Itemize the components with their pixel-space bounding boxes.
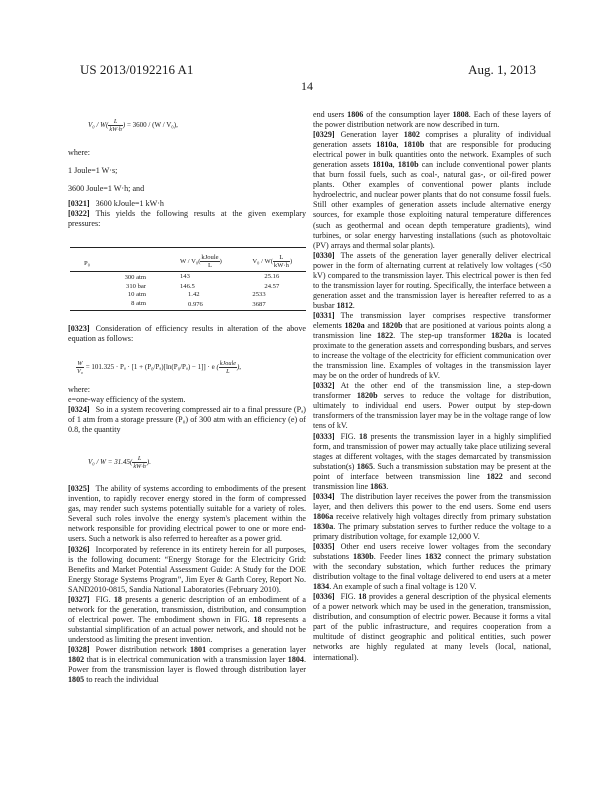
- paragraph-0324: [0324] So in a system recovering compressed air to a final pressure (Pₐ) of 1 atm from a storage pressure (P₀) of 300 atm with an efficiency (e) of 0.8, the quantity: [68, 405, 306, 435]
- table-row: 10 atm 1.42 2533: [127, 291, 266, 299]
- equation-3: V₀ / W = 31.45( $\frac{L}{kW\cdot h}$ ).: [88, 455, 151, 471]
- paragraph-0327: [0327] FIG. 18 presents a generic description of an embodiment of a network for the generation, transmission, distribution, and consumption of electrical power. The embodiment shown in FIG. 18 represents a substantial simplification of an actual power network, and should not be understood as limiting the present invention.: [68, 594, 307, 644]
- table-row: 8 atm 0.976 3687: [131, 299, 266, 308]
- paragraph-0322: [0322] This yields the following results at the given exemplary pressures:: [68, 209, 306, 229]
- paragraph-0329: [0329] Generation layer 1802 comprises a plurality of individual generation assets 1810a, 1810b that are responsible for producing electrical power in bulk quantities onto the network. Examples of such generation assets 1810a, 1810b can include conventional power plants that burn fossil fuels, such as coal-, natural gas-, or oil-fired power plants. Other examples of conventional power plants include hydroelectric, and nuclear power plants that do not consume fossil fuels. Still other examples of generation assets include alternative energy sources, for example those exploiting natural temperature differences (such as geothermal and ocean depth temperature gradients), wind turbines, or solar energy harvesting installations (such as photovoltaic (PV) arrays and thermal solar plants).: [313, 130, 552, 250]
- header-w-v0: W / V₀( $\frac{\text{kJoule}}{L}$ ): [176, 254, 232, 272]
- page-number: 14: [301, 79, 313, 93]
- paragraph-0336: [0336] FIG. 18 provides a general description of the physical elements of a power network which may be used in the generation, transmission, distribution, and consumption of electric power. Because it forms a vital part of the public infrastructure, and requires cooperation from a multitude of distinct geographic and political entities, such power networks are highly regulated at many levels (local, national, international).: [313, 592, 551, 662]
- table-row: 300 atm 143 25.16: [124, 273, 280, 282]
- definition-watt-hour: 3600 Joule=1 W·h; and: [68, 184, 145, 194]
- paragraph-0326: [0326] Incorporated by reference in its entirety herein for all purposes, is the following document: “Energy Storage for the Electricity Grid: Benefits and Market Potential Assessment Guide: A Study for the DOE Energy Storage Systems Program”, Jim Eyer & Garth Corey, Report No. SAND2010-0815, Sandia National Laboratories (February 2010).: [68, 544, 306, 594]
- paragraph-0334: [0334] The distribution layer receives the power from the transmission layer, and then delivers this power to the end users. Some end users 1806a receive relatively high voltages directly from primary substation 1830a. The primary substation serves to further reduce the voltage to a primary distribution voltage, for example 12,000 V.: [313, 491, 551, 541]
- paragraph-0325: [0325] The ability of systems according to embodiments of the present invention, to rapidly recover energy stored in the form of compressed gas, may render such systems potentially suitable for a variety of roles. Several such roles involve the energy system's placement within the network responsible for providing electrical power to one or more end-users. Such a network is also referred to hereafter as a power grid.: [68, 484, 306, 544]
- header-p0: P₀: [70, 254, 176, 272]
- patent-number: US 2013/0192216 A1: [80, 62, 194, 77]
- where-label: where:: [68, 148, 91, 157]
- equation-1: V₀ / W( $\frac{L}{kW\cdot h}$ ) = 3600 / (W / V₀),: [88, 118, 178, 133]
- paragraph-0321: [0321] 3600 kJoule=1 kW·h: [68, 199, 164, 209]
- results-table: [70, 247, 306, 311]
- paragraph-0335: [0335] Other end users receive lower voltages from the secondary substations 1830b. Feeder lines 1832 connect the primary substation with the secondary substation, which further reduces the primary distribution voltage to the final voltage delivered to end users at a meter 1834. An example of such a final voltage is 120 V.: [313, 542, 551, 592]
- paragraph-0330: [0330] The assets of the generation layer generally deliver electrical power in the form of alternating current at relatively low voltages (<50 kV) compared to the transmission layer. This electrical power is then fed to the transmission layer for routing. Specifically, the interface between a generation asset and the transmission layer is hereafter referred to as a busbar 1812.: [313, 250, 551, 310]
- definition-joule: 1 Joule=1 W·s;: [68, 166, 118, 176]
- paragraph-0328: [0328] Power distribution network 1801 comprises a generation layer 1802 that is in electrical communication with a transmission layer 1804. Power from the transmission layer is flowed through distribution layer 1805 to reach the individual: [68, 644, 306, 685]
- equation-2: $\frac{W}{\text{V₀}}$ = 101.325 · Pₐ · [1 + (P₀/Pₐ)[ln(P₀/Pₐ) − 1]] · e ( $\frac{\text{kJoule}}{L}$ ),: [77, 360, 242, 375]
- paragraph-0331: [0331] The transmission layer comprises respective transformer elements 1820a and 1820b that are positioned at various points along a transmission line 1822. The step-up transformer 1820a is located proximate to the generation assets and corresponding busbars, and serves to increase the voltage of the electricity for efficient communication over the transmission line. Examples of voltages in the transmission layer may be on the order of hundreds of kV.: [313, 310, 551, 381]
- publication-date: Aug. 1, 2013: [468, 62, 536, 77]
- paragraph-0332: [0332] At the other end of the transmission line, a step-down transformer 1820b serves to reduce the voltage for distribution, ultimately to individual end users. Power output by step-down transformers of the transmission layer may be in the voltage range of low tens of kV.: [313, 381, 551, 431]
- paragraph-0323: [0323] Consideration of efficiency results in alteration of the above equation as follows:: [68, 323, 306, 343]
- where-label-2: where:: [68, 385, 91, 394]
- right-column: [313, 110, 551, 663]
- table-row: 310 bar 146.5 24.57: [126, 282, 280, 290]
- paragraph-0333: [0333] FIG. 18 presents the transmission layer in a highly simplified form, and transmission of power may actually take place utilizing several stages at different voltages, with the stages demarcated by transmission substation(s) 1865. Such a transmission substation may be present at the point of interface between transmission line 1822 and second transmission line 1863.: [313, 431, 552, 491]
- left-column: [68, 118, 306, 685]
- continued-text: end users 1806 of the consumption layer 1808. Each of these layers of the power distribution network are now described in turn.: [313, 110, 551, 130]
- definition-efficiency: e=one-way efficiency of the system.: [68, 395, 186, 405]
- header-v0-w: V₀ / W( $\frac{L}{kW\cdot h}$ ): [232, 254, 306, 272]
